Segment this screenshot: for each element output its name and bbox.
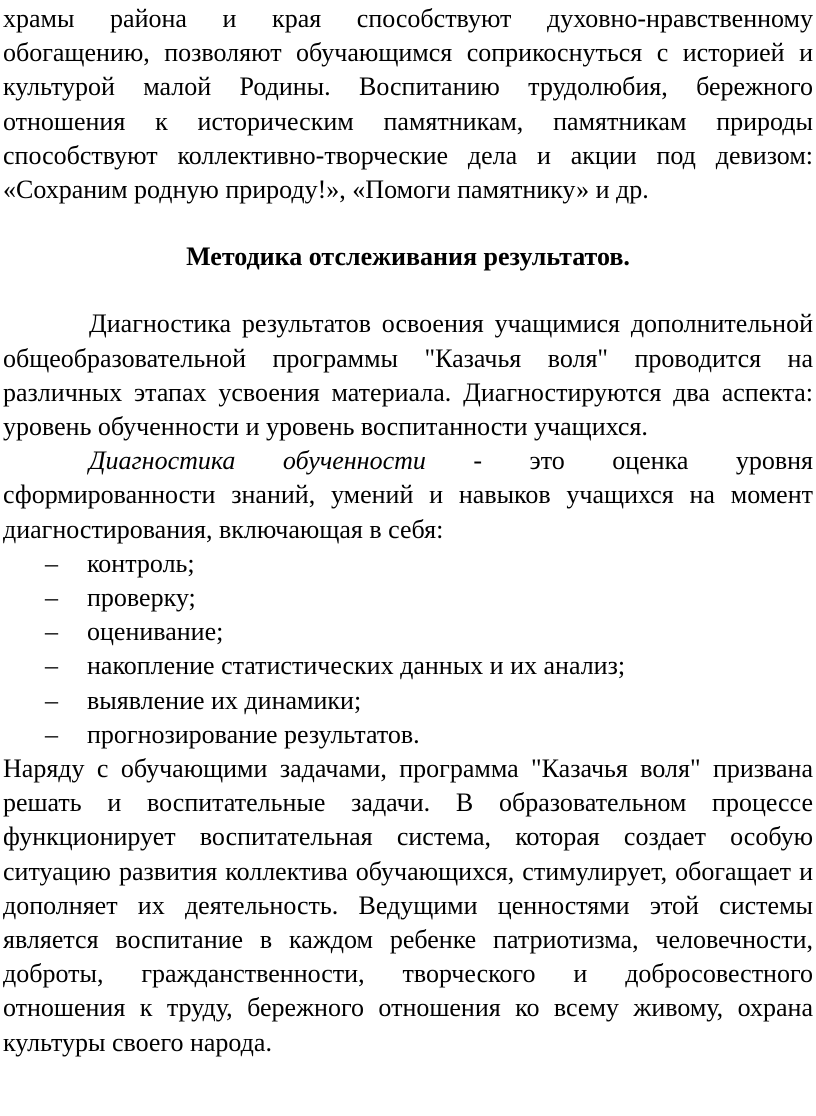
diagnostics-paragraph: Диагностика результатов освоения учащимися дополнительной общеобразовательной программы "Казачья воля" проводится на различных этапах усвоения материала. Диагностируются два аспекта: уровень обученности и уровень воспитанности учащихся.	[3, 309, 813, 442]
list-item	[3, 615, 813, 649]
dash-bullet: –	[45, 719, 58, 749]
list-item-text: проверку;	[87, 583, 196, 613]
list-item	[3, 718, 813, 752]
dash-bullet: –	[45, 651, 58, 681]
dash-bullet: –	[45, 548, 58, 578]
intro-paragraph: храмы района и края способствуют духовно-нравственному обогащению, позволяют обучающимся соприкоснуться с историей и культурой малой Родины. Воспитанию трудолюбия, бережного отношения к историческим памятникам, памятникам природы способствуют коллективно-творческие дела и акции под девизом: «Сохраним родную природу!», «Помоги памятнику» и др.	[3, 4, 813, 205]
education-paragraph: Наряду с обучающими задачами, программа "Казачья воля" призвана решать и воспитательные задачи. В образовательном процессе функционирует воспитательная система, которая создает особую ситуацию развития коллектива обучающихся, стимулирует, обогащает и дополняет их деятельность. Ведущими ценностями этой системы является воспитание в каждом ребенке патриотизма, человечности, доброты, гражданственности, творческого и добросовестного отношения к труду, бережного отношения ко всему живому, охрана культуры своего народа.	[3, 754, 813, 1057]
list-item	[3, 547, 813, 581]
list-item-text: оценивание;	[87, 617, 224, 647]
dash-bullet: –	[45, 617, 58, 647]
definition-text: - это оценка уровня сформированности знаний, умений и навыков учащихся на момент диагностирования, включающая в себя:	[3, 446, 814, 544]
definition-paragraph	[3, 444, 813, 547]
list-item-text: выявление их динамики;	[87, 685, 362, 715]
list-item	[3, 649, 813, 683]
dash-bullet: –	[45, 583, 58, 613]
list-item	[3, 581, 813, 615]
section-heading: Методика отслеживания результатов.	[186, 242, 630, 272]
dash-bullet: –	[45, 685, 58, 715]
list-item-text: контроль;	[87, 548, 195, 578]
list-item	[3, 684, 813, 718]
diagnostics-list	[3, 547, 813, 752]
definition-term: Диагностика обученности	[89, 446, 426, 476]
list-item-text: прогнозирование результатов.	[87, 719, 420, 749]
list-item-text: накопление статистических данных и их анализ;	[87, 651, 626, 681]
